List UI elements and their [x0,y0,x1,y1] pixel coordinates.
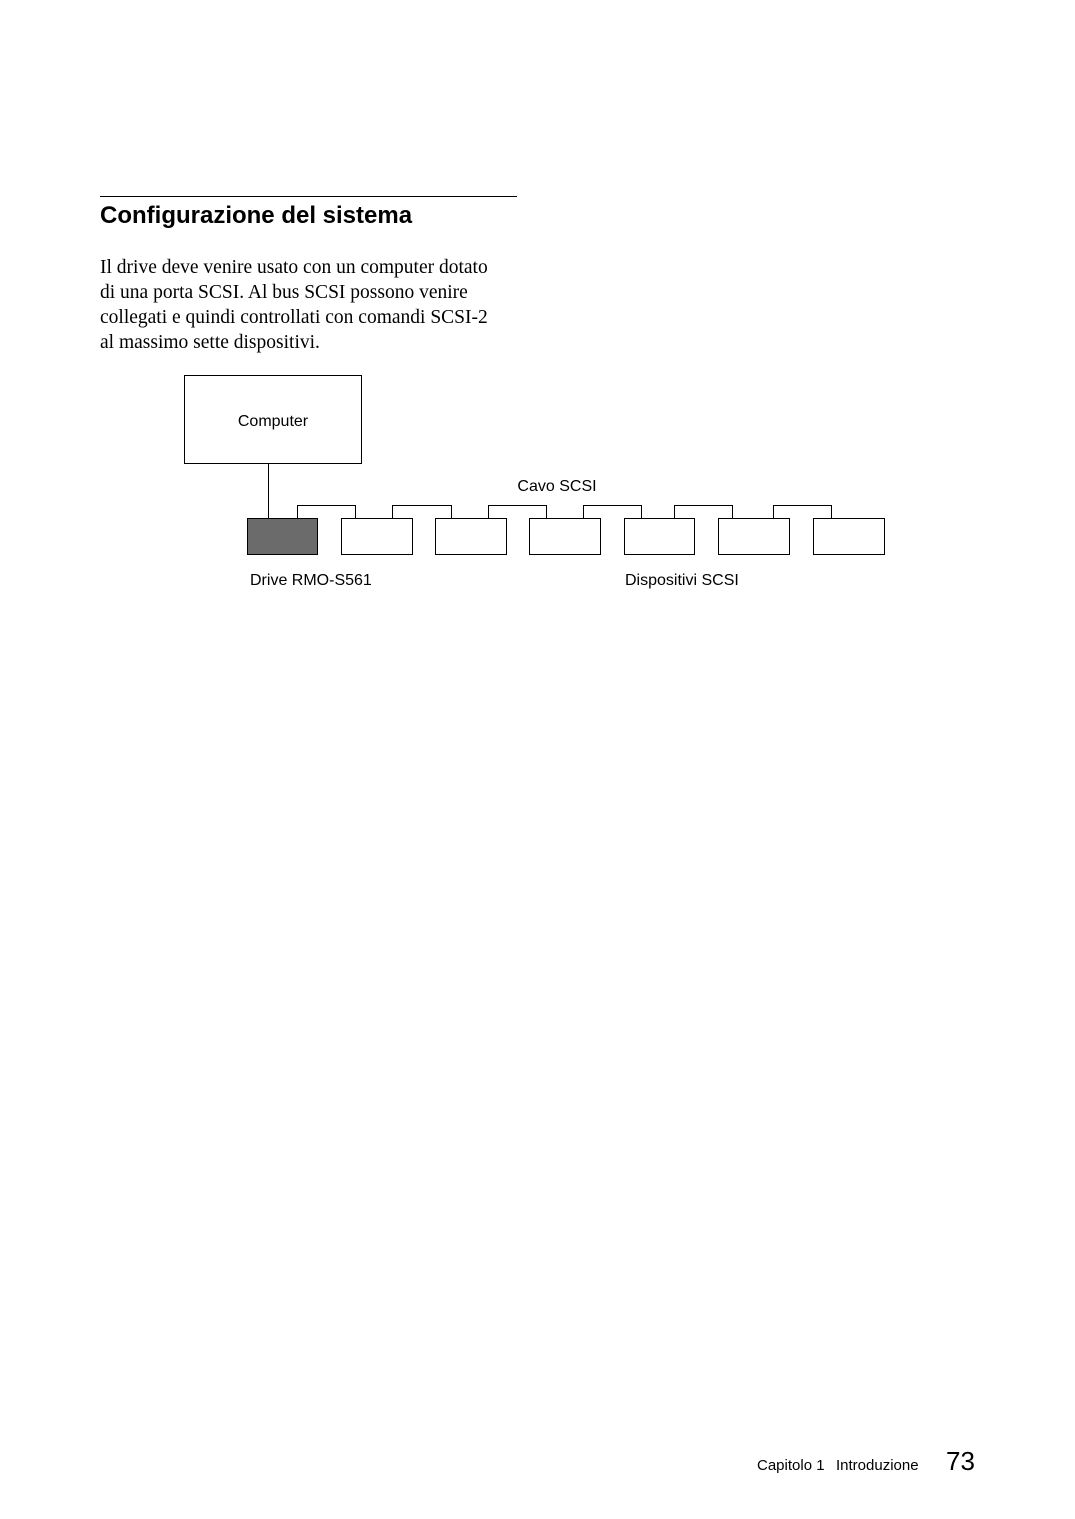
drive-label: Drive RMO-S561 [250,572,372,589]
body-line: collegati e quindi controllati con comandi SCSI-2 [100,307,488,328]
footer-chapter: Capitolo 1 [757,1457,825,1474]
cable-label: Cavo SCSI [517,478,597,495]
computer-label: Computer [237,413,309,430]
scsi-device-box [436,519,507,555]
page-number: 73 [946,1446,975,1476]
cable-segment [675,506,733,519]
cable-segment [393,506,452,519]
cable-segment [584,506,642,519]
body-line: al massimo sette dispositivi. [100,332,320,353]
scsi-cable-chain [298,506,832,519]
scsi-device-box [342,519,413,555]
scsi-devices [342,519,885,555]
scsi-devices-label: Dispositivi SCSI [625,572,739,589]
cable-segment [774,506,832,519]
scsi-device-box [719,519,790,555]
cable-segment [489,506,547,519]
body-line: di una porta SCSI. Al bus SCSI possono venire [100,282,468,303]
footer-section: Introduzione [836,1457,919,1474]
drive-rmo-s561-box [248,519,318,555]
system-configuration-diagram [0,0,1075,620]
scsi-device-box [530,519,601,555]
scsi-device-box [814,519,885,555]
scsi-device-box [625,519,695,555]
cable-segment [298,506,356,519]
body-line: Il drive deve venire usato con un computer dotato [100,257,488,278]
section-title: Configurazione del sistema [100,202,413,229]
